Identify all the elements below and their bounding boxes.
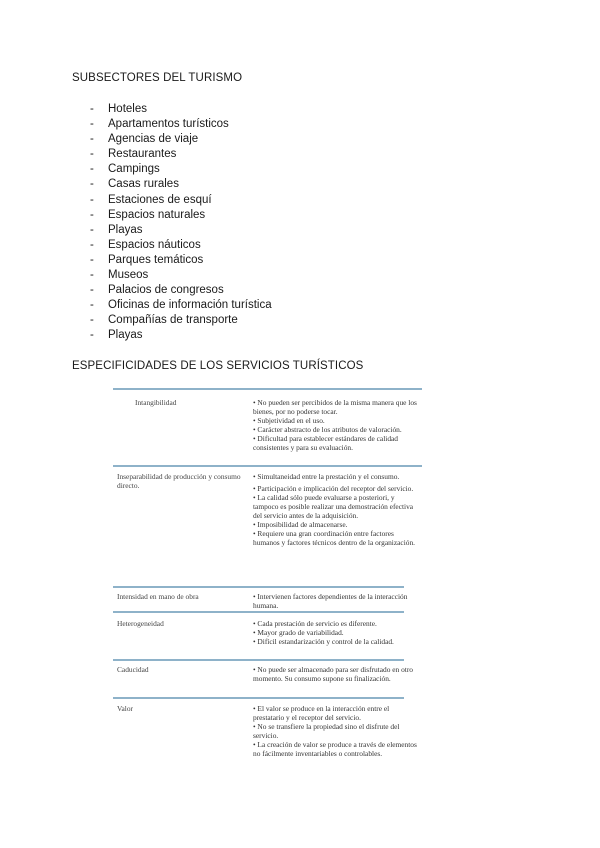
list-bullet: - [90,178,94,191]
row-description [253,592,421,610]
list-item-text: Restaurantes [108,148,177,161]
row-description [253,398,421,452]
row-point: • Imposibilidad de almacenarse. [253,520,348,529]
row-label: Valor [117,704,134,713]
row-description [253,665,421,683]
table-rule [113,388,422,390]
list-bullet: - [90,329,94,342]
list-bullet: - [90,193,94,206]
list-item-text: Espacios náuticos [108,238,201,251]
table-rule [113,611,404,613]
list-item-text: Palacios de congresos [108,284,224,297]
row-point: • No pueden ser percibidos de la misma manera que los bienes, por no poderse tocar. [253,398,417,416]
list-bullet: - [90,133,94,146]
row-label: Caducidad [117,665,149,674]
list-bullet: - [90,148,94,161]
list-item-text: Playas [108,329,143,342]
list-bullet: - [90,314,94,327]
row-point: • Simultaneidad entre la prestación y el consumo. [253,472,400,481]
list-bullet: - [90,253,94,266]
row-point: • Dificultad para establecer estándares de calidad consistentes y para su evaluación. [253,434,398,452]
row-point: • Participación e implicación del receptor del servicio. [253,484,414,493]
list-item-text: Agencias de viaje [108,133,199,146]
row-point: • La creación de valor se produce a través de elementos no fácilmente inventariables o controlables. [253,740,417,758]
list-item-text: Apartamentos turísticos [108,118,229,131]
row-description [253,472,421,547]
list-item-text: Museos [108,269,149,282]
row-label: Inseparabilidad de producción y consumo directo. [117,472,241,490]
row-point: • Subjetividad en el uso. [253,416,325,425]
list-item-text: Casas rurales [108,178,179,191]
row-point: • La calidad sólo puede evaluarse a posteriori, y tampoco es posible realizar una demostración efectiva del servicio antes de la adquisición. [253,493,414,520]
row-point: • Cada prestación de servicio es diferente. [253,619,377,628]
list-bullet: - [90,284,94,297]
list-item-text: Compañías de transporte [108,314,238,327]
list-bullet: - [90,208,94,221]
list-item-text: Hoteles [108,103,147,115]
table-rule [113,465,422,467]
table-rule [113,659,404,661]
subsectors-title: SUBSECTORES DEL TURISMO [72,72,243,84]
list-item-text: Parques temáticos [108,253,204,266]
row-point: • Carácter abstracto de los atributos de valoración. [253,425,402,434]
list-item-text: Campings [108,163,160,176]
table-rule [113,697,404,699]
row-point: • Requiere una gran coordinación entre factores humanos y factores técnicos dentro de la organización. [253,529,415,547]
list-item-text: Espacios naturales [108,208,206,221]
list-bullet: - [90,223,94,236]
list-bullet: - [90,299,94,312]
list-bullet: - [90,269,94,282]
row-description [253,619,421,646]
list-bullet: - [90,103,94,115]
row-description [253,704,421,758]
specificities-table [113,388,422,769]
row-point: • No puede ser almacenado para ser disfrutado en otro momento. Su consumo supone su finalización. [253,665,413,683]
row-point: • Difícil estandarización y control de la calidad. [253,637,394,646]
row-label: Heterogeneidad [117,619,164,628]
list-bullet: - [90,238,94,251]
list-bullet: - [90,118,94,131]
row-label: Intangibilidad [135,398,177,407]
table-rule [113,586,404,588]
row-label: Intensidad en mano de obra [117,592,199,601]
row-point: • Intervienen factores dependientes de la interacción humana. [253,592,408,610]
list-item-text: Playas [108,223,143,236]
list-item-text: Estaciones de esquí [108,193,212,206]
row-point: • No se transfiere la propiedad sino el disfrute del servicio. [253,722,400,740]
list-bullet: - [90,163,94,176]
row-point: • Mayor grado de variabilidad. [253,628,344,637]
row-point: • El valor se produce en la interacción entre el prestatario y el receptor del servicio. [253,704,390,722]
list-item-text: Oficinas de información turística [108,299,272,312]
specificities-title: ESPECIFICIDADES DE LOS SERVICIOS TURÍSTICOS [72,360,364,372]
